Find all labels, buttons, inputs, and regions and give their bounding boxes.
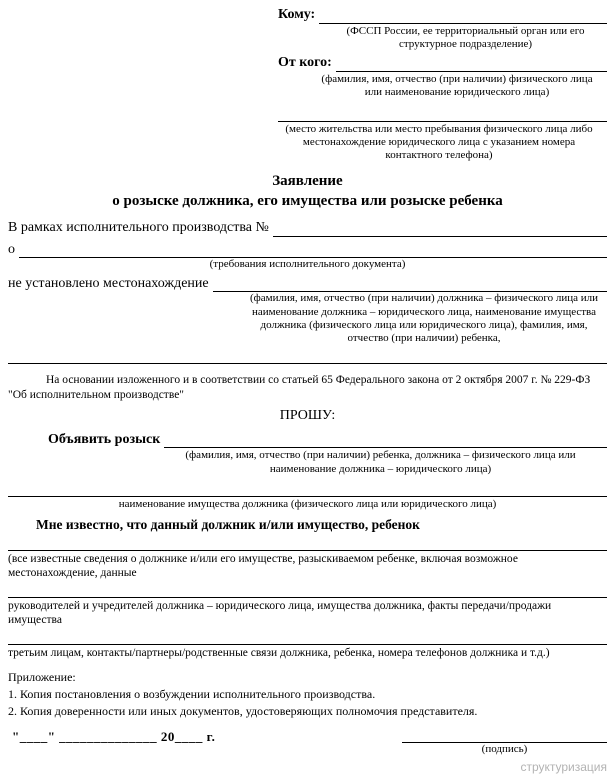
address-row [278,105,607,122]
attachment-item: 1. Копия постановления о возбуждении исполнительного производства. [8,686,376,701]
blank-line-2[interactable] [8,482,607,497]
title-line-1: Заявление [272,172,343,189]
about-label: о [8,241,15,257]
known-caption-1: (все известные сведения о должнике и/или его имуществе, разыскиваемом ребенке, включая возможное местонахождение, данные [8,553,518,580]
proceeding-number-line[interactable] [273,220,607,237]
about-field-line[interactable] [19,241,607,258]
document-title [8,171,607,212]
watermark-text: структуризация [520,759,607,774]
to-caption: (ФССП России, ее территориальный орган или его структурное подразделение) [346,24,585,50]
address-caption: (место жительства или место пребывания физического лица либо местонахождение юридического лица с указанием номера контактного телефона) [285,122,593,162]
known-caption-2: руководителей и учредителей должника – юридического лица, имущества должника, факты передачи/продажи имущества [8,600,552,627]
address-field-line[interactable] [278,105,607,122]
attachments-heading: Приложение: [8,670,76,685]
location-field-line[interactable] [213,275,607,292]
from-caption: (фамилия, имя, отчество (при наличии) физического лица или наименование юридического лица) [321,72,593,99]
known-caption-3: третьим лицам, контакты/партнеры/родственные связи должника, ребенка, номера телефонов должника и т.д.) [8,647,550,660]
known-info-label: Мне известно, что данный должник и/или имущество, ребенок [36,517,420,533]
proceeding-label: В рамках исполнительного производства № [8,220,269,236]
from-row [278,54,607,72]
request-heading: ПРОШУ: [279,407,336,423]
from-label: От кого: [278,55,332,71]
proceeding-row [8,219,607,237]
footer-row [8,729,607,773]
signature-caption: (подпись) [481,743,528,756]
legal-basis-paragraph: На основании изложенного и в соответствии со статьей 65 Федерального закона от 2 октября 2007 г. № 229-ФЗ "Об исполнительном производстве" [8,373,591,401]
to-label: Кому: [278,7,316,22]
blank-line-1[interactable] [8,349,607,364]
location-row [8,275,607,293]
signature-block [402,729,607,773]
to-field-line[interactable] [319,7,607,24]
blank-line-3[interactable] [8,536,607,551]
about-caption: (требования исполнительного документа) [209,258,406,271]
search-caption: (фамилия, имя, отчество (при наличии) ребенка, должника – физического лица или наименование должника – юридического лица) [185,449,576,475]
blank-line-5[interactable] [8,630,607,645]
header-block [278,6,607,163]
location-label: не установлено местонахождение [8,275,209,291]
blank-line-4[interactable] [8,583,607,598]
title-line-2: о розыске должника, его имущества или розыске ребенка [112,193,503,210]
property-caption: наименование имущества должника (физического лица или юридического лица) [118,498,497,511]
signature-line[interactable] [402,729,607,743]
date-fill-in[interactable]: "____" ______________ 20____ г. [12,729,216,745]
from-field-line[interactable] [336,55,607,72]
search-row [8,431,607,449]
about-row [8,241,607,259]
attachments-block [8,669,607,719]
location-caption: (фамилия, имя, отчество (при наличии) должника – физического лица или наименование должника – юридического лица, наименование имущества должника (физического лица или юридического лица), фамилия, имя, отчество (при наличии) ребенка, [249,292,599,345]
attachment-item: 2. Копия доверенности или иных документов, удостоверяющих полномочия представителя. [8,703,478,718]
search-field-line[interactable] [164,431,607,448]
search-label: Объявить розыск [48,431,161,447]
to-row [278,6,607,24]
